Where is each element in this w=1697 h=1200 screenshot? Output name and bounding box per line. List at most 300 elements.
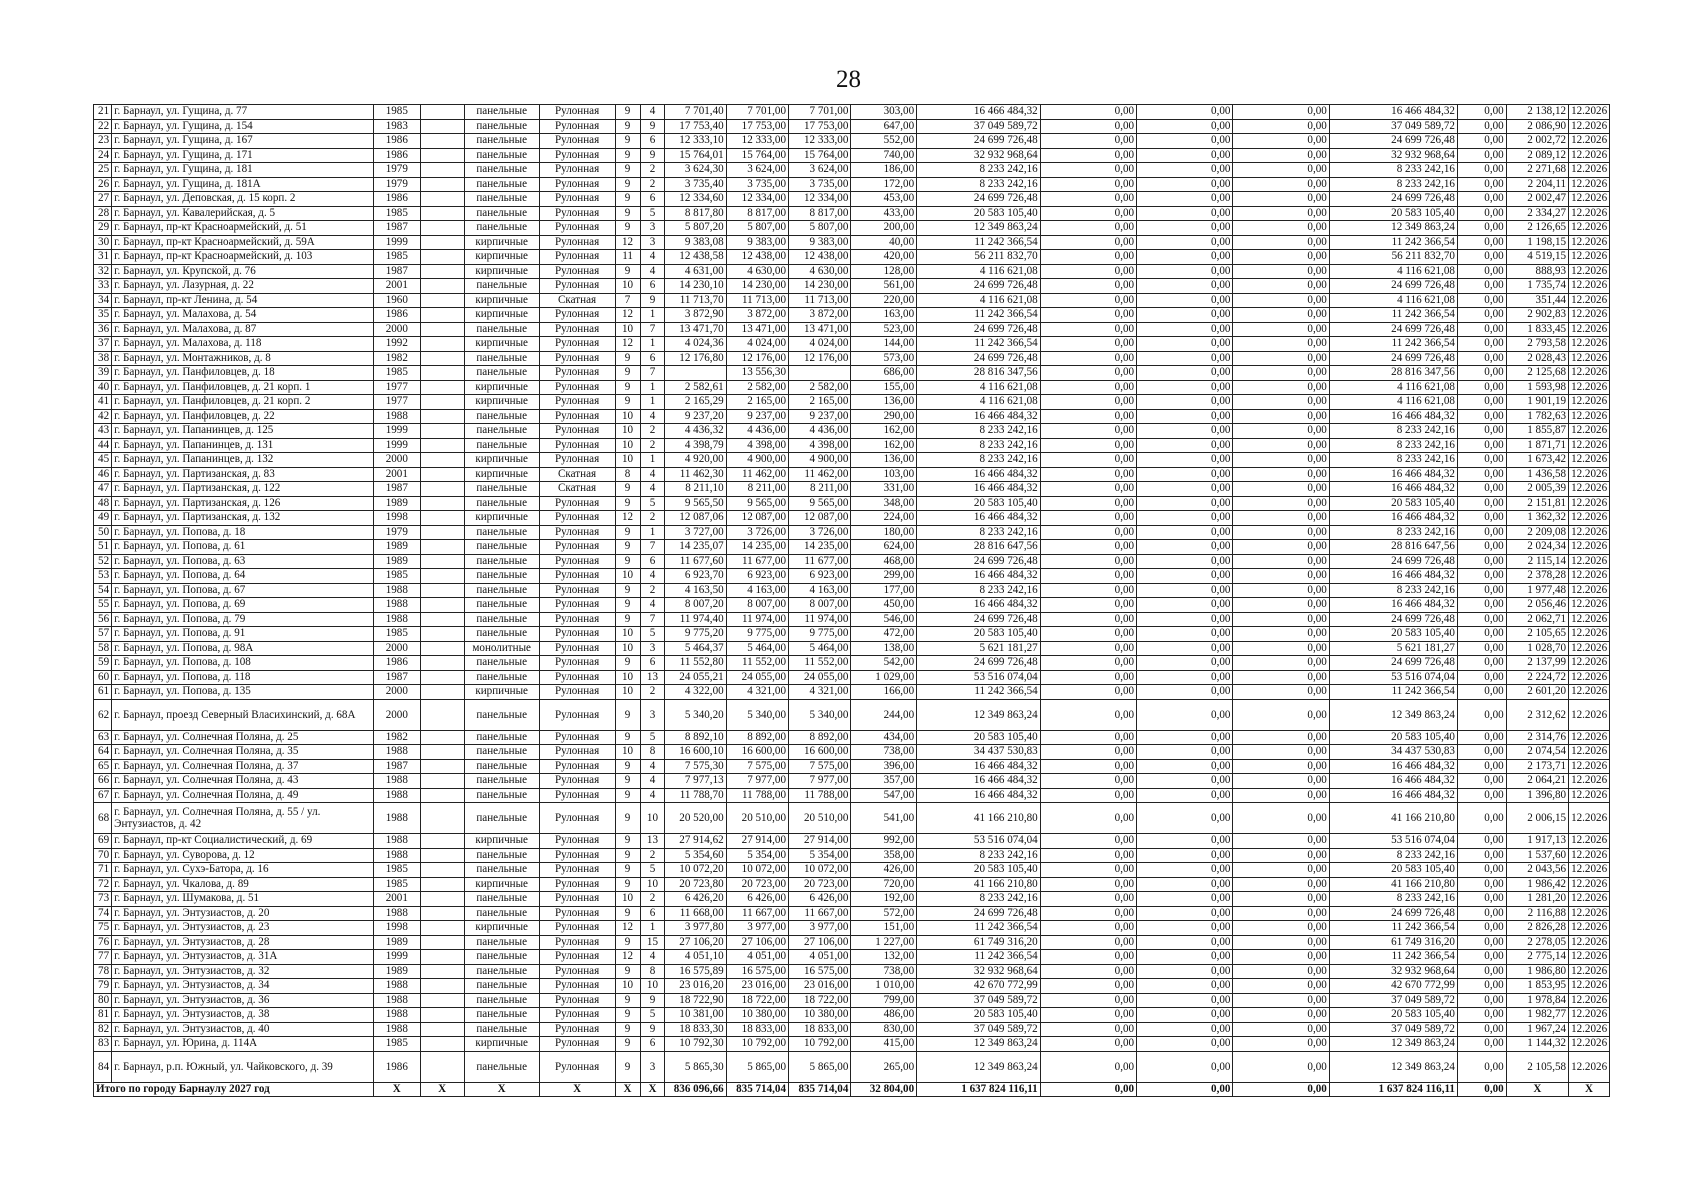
entrances-count-cell: 2 — [640, 438, 665, 453]
table-row — [94, 1051, 1610, 1082]
residents-count-cell: 738,00 — [851, 745, 917, 760]
row-number-cell: 21 — [94, 105, 112, 120]
roof-type-cell: Рулонная — [539, 656, 615, 671]
wall-material-cell: панельные — [464, 788, 539, 803]
area-residential-cell: 11 788,00 — [789, 788, 851, 803]
area-premises-cell: 13 556,30 — [726, 366, 788, 381]
year-built-cell: 1979 — [374, 177, 420, 192]
year-built-cell: 1979 — [374, 525, 420, 540]
row-number-cell: 76 — [94, 935, 112, 950]
year-built-cell: 1989 — [374, 496, 420, 511]
year-built-cell: 1986 — [374, 148, 420, 163]
address-cell: г. Барнаул, ул. Энтузиастов, д. 36 — [112, 993, 374, 1008]
cost-per-sqm-limit-cell: 0,00 — [1457, 745, 1506, 760]
address-cell: г. Барнаул, ул. Гущина, д. 77 — [112, 105, 374, 120]
roof-type-cell: Рулонная — [539, 1051, 615, 1082]
floors-count-cell: 9 — [615, 788, 640, 803]
planned-completion-cell: 12.2026 — [1569, 877, 1610, 892]
cost-per-sqm-cell: 2 116,88 — [1506, 906, 1568, 921]
table-row — [94, 759, 1610, 774]
residents-count-cell: 162,00 — [851, 424, 917, 439]
total-area-cell: 12 087,06 — [665, 511, 726, 526]
year-renovated-cell — [420, 583, 464, 598]
year-renovated-cell — [420, 206, 464, 221]
row-number-cell: 49 — [94, 511, 112, 526]
cost-owners-cell: 8 233 242,16 — [1329, 892, 1457, 907]
planned-completion-cell: 12.2026 — [1569, 206, 1610, 221]
year-built-cell: 1985 — [374, 863, 420, 878]
residents-count-cell: 244,00 — [851, 699, 917, 730]
floors-count-cell: 10 — [615, 424, 640, 439]
cost-per-sqm-cell: 1 028,70 — [1506, 641, 1568, 656]
cost-per-sqm-cell: 1 986,42 — [1506, 877, 1568, 892]
cost-per-sqm-limit-cell: 0,00 — [1457, 906, 1506, 921]
cost-budget-cell: 0,00 — [1137, 337, 1233, 352]
area-residential-cell: 14 235,00 — [789, 540, 851, 555]
year-renovated-cell — [420, 730, 464, 745]
residents-count-cell: 647,00 — [851, 119, 917, 134]
floors-count-cell: 12 — [615, 950, 640, 965]
entrances-count-cell: 1 — [640, 921, 665, 936]
entrances-count-cell: 4 — [640, 467, 665, 482]
cost-per-sqm-limit-cell: 0,00 — [1457, 641, 1506, 656]
year-built-cell: 1998 — [374, 921, 420, 936]
cost-owners-cell: 20 583 105,40 — [1329, 496, 1457, 511]
year-built-cell: 1989 — [374, 554, 420, 569]
total-area-cell: 16 575,89 — [665, 964, 726, 979]
entrances-count-cell: 4 — [640, 250, 665, 265]
cost-fund-cell: 0,00 — [1040, 395, 1136, 410]
year-renovated-cell — [420, 366, 464, 381]
row-number-cell: 35 — [94, 308, 112, 323]
table-row — [94, 525, 1610, 540]
planned-completion-cell: 12.2026 — [1569, 438, 1610, 453]
planned-completion-cell: 12.2026 — [1569, 337, 1610, 352]
area-residential-cell: 11 677,00 — [789, 554, 851, 569]
residents-count-cell: 542,00 — [851, 656, 917, 671]
address-cell: г. Барнаул, ул. Малахова, д. 54 — [112, 308, 374, 323]
total-cost-cell: 24 699 726,48 — [917, 134, 1041, 149]
wall-material-cell: панельные — [464, 105, 539, 120]
cost-per-sqm-limit-cell: 0,00 — [1457, 105, 1506, 120]
area-residential-cell: 13 471,00 — [789, 322, 851, 337]
total-area-cell: 6 426,20 — [665, 892, 726, 907]
cost-per-sqm-cell: 1 782,63 — [1506, 409, 1568, 424]
total-cost-cell: 16 466 484,32 — [917, 467, 1041, 482]
wall-material-cell: панельные — [464, 525, 539, 540]
entrances-count-cell: 6 — [640, 906, 665, 921]
year-built-cell: 1988 — [374, 745, 420, 760]
total-area-cell: 4 024,36 — [665, 337, 726, 352]
year-built-cell: 1999 — [374, 235, 420, 250]
cost-fund-cell: 0,00 — [1040, 598, 1136, 613]
area-residential-cell: 8 892,00 — [789, 730, 851, 745]
year-renovated-cell — [420, 424, 464, 439]
year-renovated-cell — [420, 496, 464, 511]
floors-count-cell: 9 — [615, 598, 640, 613]
cost-owners-cell: 61 749 316,20 — [1329, 935, 1457, 950]
cost-per-sqm-limit-cell: 0,00 — [1457, 834, 1506, 849]
area-residential-cell: 11 462,00 — [789, 467, 851, 482]
row-number-cell: 74 — [94, 906, 112, 921]
cost-per-sqm-limit-cell: 0,00 — [1457, 848, 1506, 863]
wall-material-cell: панельные — [464, 148, 539, 163]
year-renovated-cell — [420, 163, 464, 178]
address-cell: г. Барнаул, ул. Кавалерийская, д. 5 — [112, 206, 374, 221]
year-renovated-cell — [420, 656, 464, 671]
area-residential-cell: 16 600,00 — [789, 745, 851, 760]
year-built-cell: 1960 — [374, 293, 420, 308]
cost-other-cell: 0,00 — [1233, 482, 1329, 497]
entrances-count-cell: 7 — [640, 366, 665, 381]
roof-type-cell: Рулонная — [539, 950, 615, 965]
cost-fund-cell: 0,00 — [1040, 979, 1136, 994]
cost-other-cell: 0,00 — [1233, 993, 1329, 1008]
table-row — [94, 235, 1610, 250]
area-residential-cell: 9 565,00 — [789, 496, 851, 511]
area-residential-cell: 12 438,00 — [789, 250, 851, 265]
cost-per-sqm-limit-cell: 0,00 — [1457, 308, 1506, 323]
area-residential-cell: 17 753,00 — [789, 119, 851, 134]
cost-budget-cell: 0,00 — [1137, 759, 1233, 774]
cost-fund-cell: 0,00 — [1040, 554, 1136, 569]
roof-type-cell: Рулонная — [539, 569, 615, 584]
residents-count-cell: 128,00 — [851, 264, 917, 279]
planned-completion-cell: 12.2026 — [1569, 366, 1610, 381]
residents-count-cell: 434,00 — [851, 730, 917, 745]
cost-fund-cell: 0,00 — [1040, 627, 1136, 642]
cost-budget-cell: 0,00 — [1137, 863, 1233, 878]
roof-type-cell: Скатная — [539, 467, 615, 482]
cost-budget-cell: 0,00 — [1137, 906, 1233, 921]
cost-owners-cell: 24 699 726,48 — [1329, 134, 1457, 149]
row-number-cell: 64 — [94, 745, 112, 760]
cost-owners-cell: 12 349 863,24 — [1329, 221, 1457, 236]
row-number-cell: 54 — [94, 583, 112, 598]
wall-material-cell: панельные — [464, 554, 539, 569]
address-cell: г. Барнаул, ул. Энтузиастов, д. 28 — [112, 935, 374, 950]
cost-budget-cell: 0,00 — [1137, 366, 1233, 381]
entrances-count-cell: 13 — [640, 670, 665, 685]
cost-per-sqm-limit-cell: 0,00 — [1457, 264, 1506, 279]
area-premises-cell: 11 462,00 — [726, 467, 788, 482]
cost-per-sqm-cell: 1 436,58 — [1506, 467, 1568, 482]
area-residential-cell: 11 552,00 — [789, 656, 851, 671]
planned-completion-cell: 12.2026 — [1569, 409, 1610, 424]
cost-fund-cell: 0,00 — [1040, 906, 1136, 921]
year-renovated-cell — [420, 395, 464, 410]
planned-completion-cell: 12.2026 — [1569, 656, 1610, 671]
table-row — [94, 409, 1610, 424]
cost-budget-cell: 0,00 — [1137, 438, 1233, 453]
year-built-cell: 1988 — [374, 803, 420, 834]
cost-per-sqm-limit-cell: 0,00 — [1457, 221, 1506, 236]
cost-budget-cell: 0,00 — [1137, 264, 1233, 279]
year-built-cell: 1977 — [374, 380, 420, 395]
entrances-count-cell: 9 — [640, 148, 665, 163]
cost-per-sqm-limit-cell: 0,00 — [1457, 163, 1506, 178]
cost-other-cell: 0,00 — [1233, 395, 1329, 410]
cost-budget-cell: 0,00 — [1137, 467, 1233, 482]
table-row — [94, 1022, 1610, 1037]
cost-fund-cell: 0,00 — [1040, 380, 1136, 395]
year-renovated-cell — [420, 525, 464, 540]
cost-budget-cell: 0,00 — [1137, 525, 1233, 540]
floors-count-cell: 10 — [615, 438, 640, 453]
wall-material-cell: панельные — [464, 163, 539, 178]
total-cost-cell: 5 621 181,27 — [917, 641, 1041, 656]
cost-other-cell: 0,00 — [1233, 1051, 1329, 1082]
total-cell: X — [1506, 1082, 1568, 1097]
row-number-cell: 50 — [94, 525, 112, 540]
cost-fund-cell: 0,00 — [1040, 438, 1136, 453]
cost-per-sqm-cell: 1 986,80 — [1506, 964, 1568, 979]
planned-completion-cell: 12.2026 — [1569, 467, 1610, 482]
cost-other-cell: 0,00 — [1233, 627, 1329, 642]
cost-budget-cell: 0,00 — [1137, 699, 1233, 730]
cost-per-sqm-limit-cell: 0,00 — [1457, 863, 1506, 878]
cost-per-sqm-limit-cell: 0,00 — [1457, 656, 1506, 671]
cost-other-cell: 0,00 — [1233, 1008, 1329, 1023]
cost-owners-cell: 8 233 242,16 — [1329, 453, 1457, 468]
cost-owners-cell: 53 516 074,04 — [1329, 670, 1457, 685]
year-renovated-cell — [420, 1008, 464, 1023]
cost-fund-cell: 0,00 — [1040, 540, 1136, 555]
cost-other-cell: 0,00 — [1233, 221, 1329, 236]
total-cost-cell: 8 233 242,16 — [917, 424, 1041, 439]
address-cell: г. Барнаул, ул. Гущина, д. 181А — [112, 177, 374, 192]
area-premises-cell: 11 788,00 — [726, 788, 788, 803]
year-built-cell: 1982 — [374, 730, 420, 745]
entrances-count-cell: 6 — [640, 279, 665, 294]
cost-other-cell: 0,00 — [1233, 177, 1329, 192]
wall-material-cell: панельные — [464, 774, 539, 789]
total-area-cell: 15 764,01 — [665, 148, 726, 163]
entrances-count-cell: 4 — [640, 788, 665, 803]
cost-per-sqm-cell: 1 978,84 — [1506, 993, 1568, 1008]
row-number-cell: 62 — [94, 699, 112, 730]
table-row — [94, 685, 1610, 700]
area-residential-cell: 4 630,00 — [789, 264, 851, 279]
floors-count-cell: 9 — [615, 264, 640, 279]
roof-type-cell: Рулонная — [539, 848, 615, 863]
entrances-count-cell: 1 — [640, 395, 665, 410]
total-area-cell: 4 051,10 — [665, 950, 726, 965]
area-premises-cell: 3 872,00 — [726, 308, 788, 323]
roof-type-cell: Рулонная — [539, 322, 615, 337]
entrances-count-cell: 10 — [640, 877, 665, 892]
area-residential-cell: 12 334,00 — [789, 192, 851, 207]
planned-completion-cell: 12.2026 — [1569, 979, 1610, 994]
address-cell: г. Барнаул, ул. Малахова, д. 118 — [112, 337, 374, 352]
floors-count-cell: 9 — [615, 848, 640, 863]
cost-per-sqm-cell: 4 519,15 — [1506, 250, 1568, 265]
row-number-cell: 78 — [94, 964, 112, 979]
wall-material-cell: панельные — [464, 863, 539, 878]
cost-owners-cell: 11 242 366,54 — [1329, 337, 1457, 352]
year-renovated-cell — [420, 250, 464, 265]
planned-completion-cell: 12.2026 — [1569, 935, 1610, 950]
cost-per-sqm-cell: 2 209,08 — [1506, 525, 1568, 540]
cost-other-cell: 0,00 — [1233, 877, 1329, 892]
address-cell: г. Барнаул, ул. Деповская, д. 15 корп. 2 — [112, 192, 374, 207]
area-residential-cell: 6 923,00 — [789, 569, 851, 584]
housing-repair-table — [93, 104, 1610, 1097]
roof-type-cell: Рулонная — [539, 774, 615, 789]
area-residential-cell: 12 087,00 — [789, 511, 851, 526]
wall-material-cell: панельные — [464, 438, 539, 453]
cost-owners-cell: 24 699 726,48 — [1329, 279, 1457, 294]
area-premises-cell: 16 600,00 — [726, 745, 788, 760]
total-area-cell: 12 176,80 — [665, 351, 726, 366]
residents-count-cell: 151,00 — [851, 921, 917, 936]
year-renovated-cell — [420, 670, 464, 685]
row-number-cell: 61 — [94, 685, 112, 700]
floors-count-cell: 9 — [615, 206, 640, 221]
cost-per-sqm-cell: 2 105,58 — [1506, 1051, 1568, 1082]
year-built-cell: 2000 — [374, 322, 420, 337]
area-premises-cell: 12 334,00 — [726, 192, 788, 207]
total-area-cell: 14 235,07 — [665, 540, 726, 555]
area-premises-cell: 12 176,00 — [726, 351, 788, 366]
cost-per-sqm-cell: 1 198,15 — [1506, 235, 1568, 250]
total-cell: X — [539, 1082, 615, 1097]
cost-other-cell: 0,00 — [1233, 540, 1329, 555]
cost-owners-cell: 8 233 242,16 — [1329, 525, 1457, 540]
cost-per-sqm-cell: 2 334,27 — [1506, 206, 1568, 221]
cost-other-cell: 0,00 — [1233, 641, 1329, 656]
row-number-cell: 84 — [94, 1051, 112, 1082]
row-number-cell: 25 — [94, 163, 112, 178]
cost-other-cell: 0,00 — [1233, 235, 1329, 250]
row-number-cell: 69 — [94, 834, 112, 849]
cost-per-sqm-cell: 2 378,28 — [1506, 569, 1568, 584]
total-cost-cell: 24 699 726,48 — [917, 906, 1041, 921]
wall-material-cell: панельные — [464, 221, 539, 236]
row-number-cell: 75 — [94, 921, 112, 936]
cost-fund-cell: 0,00 — [1040, 467, 1136, 482]
cost-per-sqm-cell: 888,93 — [1506, 264, 1568, 279]
cost-owners-cell: 24 699 726,48 — [1329, 192, 1457, 207]
cost-fund-cell: 0,00 — [1040, 148, 1136, 163]
cost-other-cell: 0,00 — [1233, 685, 1329, 700]
table-row — [94, 424, 1610, 439]
floors-count-cell: 7 — [615, 293, 640, 308]
total-area-cell: 8 007,20 — [665, 598, 726, 613]
year-built-cell: 1988 — [374, 993, 420, 1008]
area-premises-cell: 7 575,00 — [726, 759, 788, 774]
cost-fund-cell: 0,00 — [1040, 134, 1136, 149]
entrances-count-cell: 3 — [640, 641, 665, 656]
wall-material-cell: кирпичные — [464, 1037, 539, 1052]
wall-material-cell: кирпичные — [464, 235, 539, 250]
total-cost-cell: 16 466 484,32 — [917, 482, 1041, 497]
cost-fund-cell: 0,00 — [1040, 788, 1136, 803]
cost-budget-cell: 0,00 — [1137, 627, 1233, 642]
cost-owners-cell: 32 932 968,64 — [1329, 148, 1457, 163]
table-row — [94, 192, 1610, 207]
area-residential-cell: 4 163,00 — [789, 583, 851, 598]
residents-count-cell: 358,00 — [851, 848, 917, 863]
roof-type-cell: Рулонная — [539, 685, 615, 700]
address-cell: г. Барнаул, ул. Гущина, д. 171 — [112, 148, 374, 163]
row-number-cell: 22 — [94, 119, 112, 134]
cost-per-sqm-limit-cell: 0,00 — [1457, 322, 1506, 337]
cost-other-cell: 0,00 — [1233, 979, 1329, 994]
area-residential-cell: 7 575,00 — [789, 759, 851, 774]
residents-count-cell: 799,00 — [851, 993, 917, 1008]
row-number-cell: 73 — [94, 892, 112, 907]
floors-count-cell: 12 — [615, 308, 640, 323]
cost-budget-cell: 0,00 — [1137, 964, 1233, 979]
year-built-cell: 1987 — [374, 482, 420, 497]
year-renovated-cell — [420, 848, 464, 863]
area-premises-cell: 2 165,00 — [726, 395, 788, 410]
cost-owners-cell: 24 699 726,48 — [1329, 612, 1457, 627]
total-area-cell: 9 383,08 — [665, 235, 726, 250]
address-cell: г. Барнаул, ул. Попова, д. 18 — [112, 525, 374, 540]
cost-owners-cell: 8 233 242,16 — [1329, 163, 1457, 178]
roof-type-cell: Рулонная — [539, 496, 615, 511]
cost-fund-cell: 0,00 — [1040, 877, 1136, 892]
cost-per-sqm-cell: 1 901,19 — [1506, 395, 1568, 410]
address-cell: г. Барнаул, ул. Попова, д. 61 — [112, 540, 374, 555]
entrances-count-cell: 9 — [640, 1022, 665, 1037]
residents-count-cell: 546,00 — [851, 612, 917, 627]
address-cell: г. Барнаул, пр-кт Красноармейский, д. 51 — [112, 221, 374, 236]
planned-completion-cell: 12.2026 — [1569, 892, 1610, 907]
residents-count-cell: 472,00 — [851, 627, 917, 642]
total-area-cell: 5 865,30 — [665, 1051, 726, 1082]
cost-per-sqm-limit-cell: 0,00 — [1457, 409, 1506, 424]
cost-per-sqm-limit-cell: 0,00 — [1457, 993, 1506, 1008]
total-cost-cell: 20 583 105,40 — [917, 206, 1041, 221]
wall-material-cell: панельные — [464, 192, 539, 207]
table-row — [94, 964, 1610, 979]
total-cost-cell: 37 049 589,72 — [917, 1022, 1041, 1037]
cost-budget-cell: 0,00 — [1137, 670, 1233, 685]
year-built-cell: 1985 — [374, 1037, 420, 1052]
table-row — [94, 496, 1610, 511]
cost-owners-cell: 37 049 589,72 — [1329, 1022, 1457, 1037]
cost-other-cell: 0,00 — [1233, 119, 1329, 134]
roof-type-cell: Рулонная — [539, 935, 615, 950]
cost-owners-cell: 16 466 484,32 — [1329, 409, 1457, 424]
cost-per-sqm-limit-cell: 0,00 — [1457, 598, 1506, 613]
cost-owners-cell: 20 583 105,40 — [1329, 206, 1457, 221]
residents-count-cell: 136,00 — [851, 395, 917, 410]
residents-count-cell: 486,00 — [851, 1008, 917, 1023]
wall-material-cell: панельные — [464, 569, 539, 584]
residents-count-cell: 453,00 — [851, 192, 917, 207]
cost-budget-cell: 0,00 — [1137, 730, 1233, 745]
cost-fund-cell: 0,00 — [1040, 774, 1136, 789]
row-number-cell: 79 — [94, 979, 112, 994]
roof-type-cell: Рулонная — [539, 163, 615, 178]
area-residential-cell: 4 398,00 — [789, 438, 851, 453]
residents-count-cell: 426,00 — [851, 863, 917, 878]
address-cell: г. Барнаул, ул. Чкалова, д. 89 — [112, 877, 374, 892]
roof-type-cell: Рулонная — [539, 380, 615, 395]
year-built-cell: 1977 — [374, 395, 420, 410]
address-cell: г. Барнаул, ул. Гущина, д. 181 — [112, 163, 374, 178]
area-residential-cell — [789, 366, 851, 381]
cost-budget-cell: 0,00 — [1137, 235, 1233, 250]
planned-completion-cell: 12.2026 — [1569, 1008, 1610, 1023]
planned-completion-cell: 12.2026 — [1569, 569, 1610, 584]
address-cell: г. Барнаул, ул. Энтузиастов, д. 32 — [112, 964, 374, 979]
area-premises-cell: 17 753,00 — [726, 119, 788, 134]
